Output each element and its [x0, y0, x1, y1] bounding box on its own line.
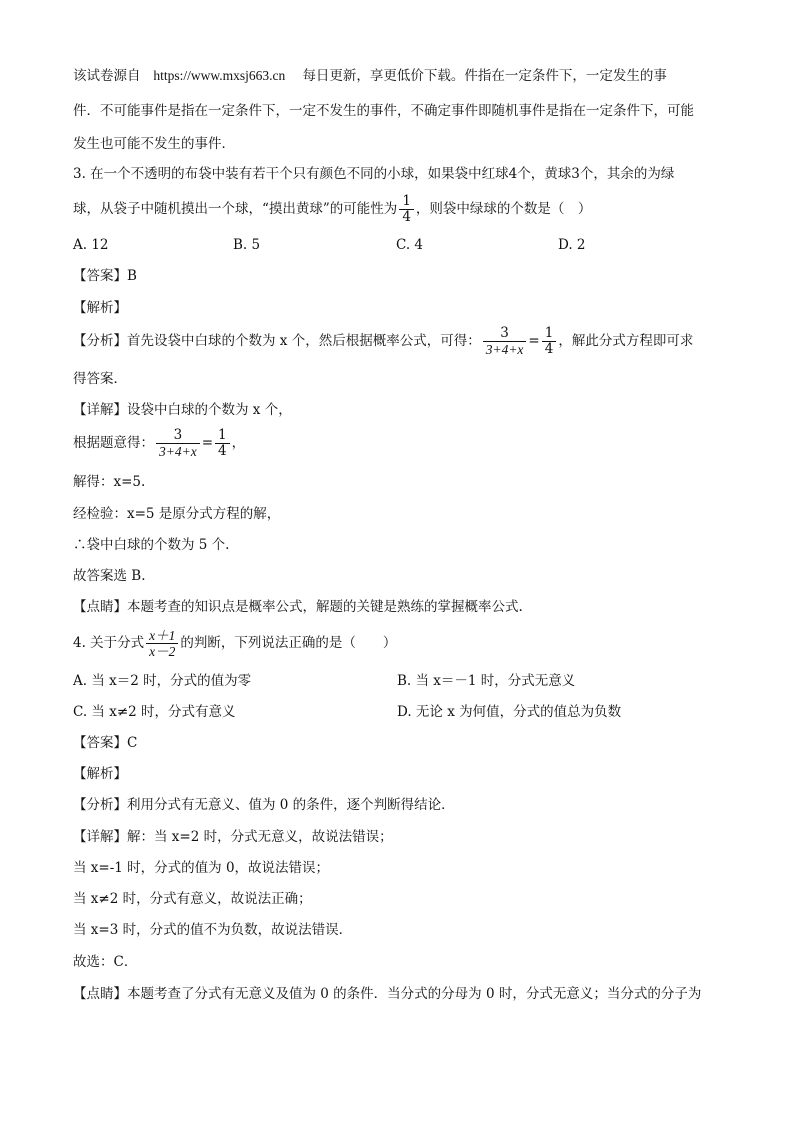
- source-url[interactable]: https://www.mxsj663.cn: [153, 68, 286, 83]
- q4-fraction: $\frac{x+1}{x-2}$: [146, 628, 178, 659]
- header-line-2: 件．不可能事件是指在一定条件下，一定不发生的事件，不确定事件即随机事件是指在一定条件下，可能: [73, 103, 694, 119]
- q3-check: 经检验：x=5 是原分式方程的解，: [73, 506, 281, 522]
- q3-option-d: D. 2: [558, 237, 586, 253]
- q3-jiexi: 【解析】: [73, 300, 127, 316]
- q3-stem-2: 球，从袋子中随机摸出一个球，“摸出黄球”的可能性为 $\frac{1}{4}$ ，则袋中绿球的个数是（ ）: [73, 193, 592, 225]
- q4-detail-1: 【详解】解：当 x=2 时，分式无意义，故说法错误；: [73, 829, 393, 845]
- q3-fenxi: 【分析】首先设袋中白球的个数为 x 个，然后根据概率公式，可得： $\frac{3}{3+4+x}$ = $\frac{1}{4}$ ，解此分式方程即可求: [73, 325, 694, 357]
- q3-equation: 根据题意得： $\frac{3}{3+4+x}$ = $\frac{1}{4}$ ，: [73, 427, 246, 459]
- q3-solution: 解得：x=5.: [73, 474, 146, 490]
- header-text: 每日更新，享更低价下载。件指在一定条件下，一定发生的事: [302, 68, 667, 84]
- q4-option-b: B. 当 x＝－1 时，分式无意义: [397, 673, 576, 689]
- q3-xiangjie: 【详解】设袋中白球的个数为 x 个，: [73, 402, 292, 418]
- q4-stem: 4. 关于分式 $\frac{x+1}{x-2}$ 的判断，下列说法正确的是（ ）: [73, 628, 397, 659]
- source-text: 该试卷源自: [73, 68, 141, 84]
- q3-option-c: C. 4: [396, 237, 424, 253]
- q4-detail-2: 当 x=-1 时，分式的值为 0，故说法错误；: [73, 860, 330, 876]
- header-line-3: 发生也可能不发生的事件．: [73, 136, 235, 152]
- q3-choice: 故答案选 B.: [73, 568, 146, 584]
- q3-option-a: A. 12: [73, 237, 109, 253]
- q3-equation-fraction-right: $\frac{1}{4}$: [215, 428, 230, 459]
- q4-option-c: C. 当 x≠2 时，分式有意义: [73, 704, 236, 720]
- q4-choice: 故选：C．: [73, 954, 138, 970]
- q4-detail-4: 当 x=3 时，分式的值不为负数，故说法错误．: [73, 922, 353, 938]
- q3-equation-fraction-left: $\frac{3}{3+4+x}$: [156, 428, 200, 459]
- q3-fenxi-fraction-left: $\frac{3}{3+4+x}$: [483, 326, 527, 357]
- header-line-1: [73, 66, 667, 86]
- q4-detail-3: 当 x≠2 时，分式有意义，故说法正确；: [73, 891, 312, 907]
- q4-jiexi: 【解析】: [73, 766, 127, 782]
- q4-dianjing: 【点睛】本题考查了分式有无意义及值为 0 的条件．当分式的分母为 0 时，分式无意义；当分式的分子为: [73, 986, 702, 1002]
- q3-answer: 【答案】B: [73, 268, 137, 284]
- q4-option-a: A. 当 x＝2 时，分式的值为零: [73, 673, 252, 689]
- q3-fenxi-cont: 得答案．: [73, 371, 127, 387]
- q3-fenxi-fraction-right: $\frac{1}{4}$: [542, 326, 557, 357]
- q3-dianjing: 【点睛】本题考查的知识点是概率公式，解题的关键是熟练的掌握概率公式.: [73, 599, 523, 615]
- q3-prob-fraction: $\frac{1}{4}$: [399, 194, 414, 225]
- q3-stem-1: 3. 在一个不透明的布袋中装有若干个只有颜色不同的小球，如果袋中红球4个，黄球3个，其余的为绿: [73, 166, 675, 182]
- q4-answer: 【答案】C: [73, 735, 138, 751]
- q3-therefore: ∴袋中白球的个数为 5 个.: [73, 537, 230, 553]
- q3-option-b: B. 5: [233, 237, 261, 253]
- q4-option-d: D. 无论 x 为何值，分式的值总为负数: [397, 704, 622, 720]
- q4-fenxi: 【分析】利用分式有无意义、值为 0 的条件，逐个判断得结论．: [73, 797, 455, 813]
